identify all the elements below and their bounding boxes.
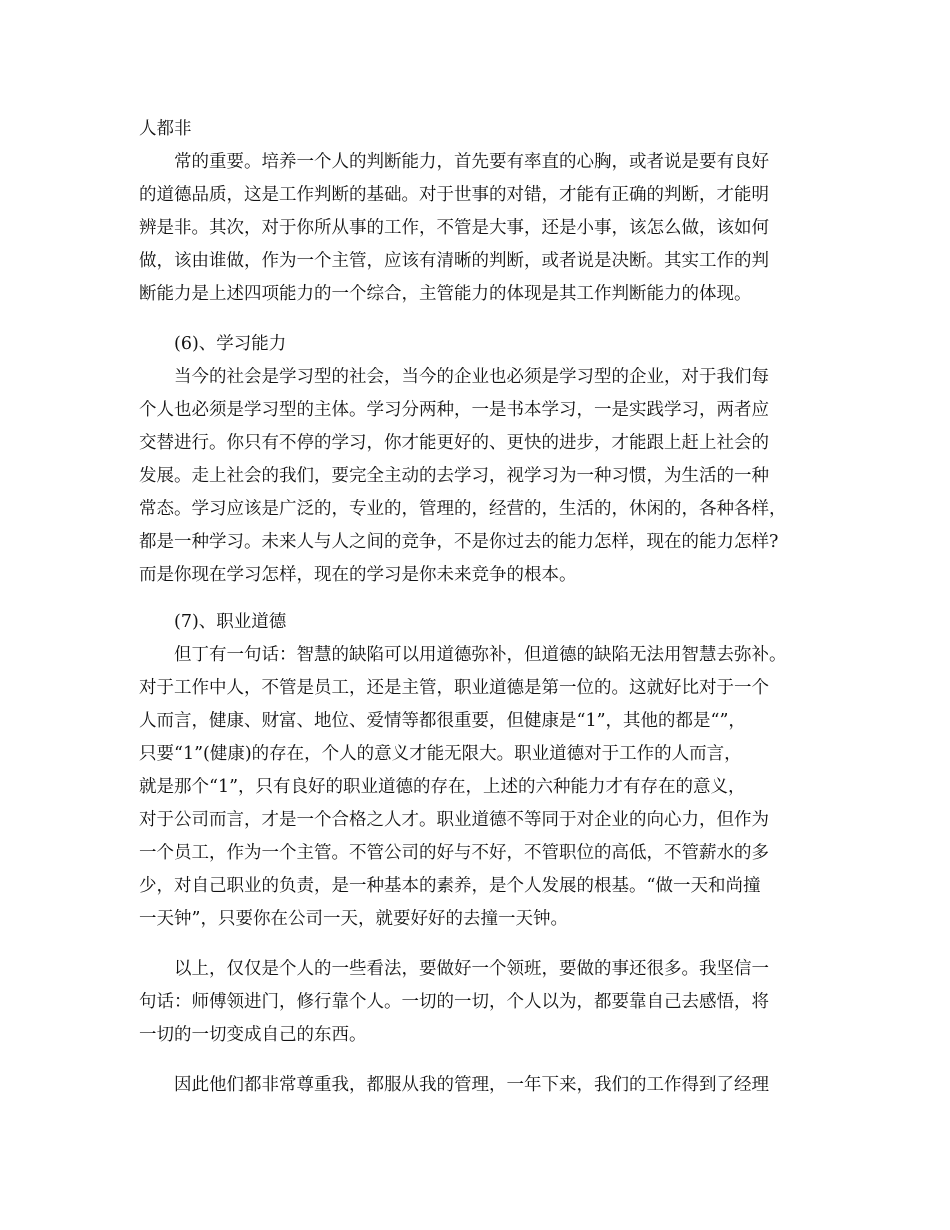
paragraph-line: 断能力是上述四项能力的一个综合，主管能力的体现是其工作判断能力的体现。 bbox=[139, 284, 752, 304]
paragraph-line: 做，该由谁做，作为一个主管，应该有清晰的判断，或者说是决断。其实工作的判 bbox=[139, 251, 769, 271]
paragraph-line: 人而言，健康、财富、地位、爱情等都很重要，但健康是“1”，其他的都是“”， bbox=[139, 711, 746, 731]
paragraph-line: 发展。走上社会的我们，要完全主动的去学习，视学习为一种习惯，为生活的一种 bbox=[139, 466, 769, 486]
paragraph-line: 因此他们都非常尊重我，都服从我的管理，一年下来，我们的工作得到了经理 bbox=[174, 1075, 769, 1095]
paragraph-line: 对于公司而言，才是一个合格之人才。职业道德不等同于对企业的向心力，但作为 bbox=[139, 810, 769, 830]
paragraph-line: 交替进行。你只有不停的学习，你才能更好的、更快的进步，才能跟上赶上社会的 bbox=[139, 433, 769, 453]
section-heading: (7)、职业道德 bbox=[174, 612, 287, 632]
paragraph-line: 的道德品质，这是工作判断的基础。对于世事的对错，才能有正确的判断，才能明 bbox=[139, 185, 769, 205]
section-heading: (6)、学习能力 bbox=[174, 334, 287, 354]
paragraph-line: 一天钟”，只要你在公司一天，就要好好的去撞一天钟。 bbox=[139, 909, 568, 929]
text-line: 人都非 bbox=[139, 119, 192, 139]
paragraph-line: 一切的一切变成自己的东西。 bbox=[139, 1025, 367, 1045]
paragraph-line: 只要“1”(健康)的存在，个人的意义才能无限大。职业道德对于工作的人而言， bbox=[139, 744, 742, 764]
paragraph-line: 辨是非。其次，对于你所从事的工作，不管是大事，还是小事，该怎么做，该如何 bbox=[139, 218, 769, 238]
paragraph-line: 句话：师傅领进门，修行靠个人。一切的一切，个人以为，都要靠自己去感悟，将 bbox=[139, 992, 769, 1012]
paragraph-line: 一个员工，作为一个主管。不管公司的好与不好，不管职位的高低，不管薪水的多 bbox=[139, 843, 769, 863]
paragraph-line: 就是那个“1”，只有良好的职业道德的存在，上述的六种能力才有存在的意义， bbox=[139, 777, 746, 797]
paragraph-line: 当今的社会是学习型的社会，当今的企业也必须是学习型的企业，对于我们每 bbox=[174, 367, 769, 387]
paragraph-line: 但丁有一句话：智慧的缺陷可以用道德弥补，但道德的缺陷无法用智慧去弥补。 bbox=[174, 645, 787, 665]
paragraph-line: 以上，仅仅是个人的一些看法，要做好一个领班，要做的事还很多。我坚信一 bbox=[174, 959, 769, 979]
paragraph-line: 都是一种学习。未来人与人之间的竞争，不是你过去的能力怎样，现在的能力怎样? bbox=[139, 532, 779, 552]
paragraph-line: 常的重要。培养一个人的判断能力，首先要有率直的心胸，或者说是要有良好 bbox=[174, 152, 769, 172]
paragraph-line: 对于工作中人，不管是员工，还是主管，职业道德是第一位的。这就好比对于一个 bbox=[139, 678, 769, 698]
paragraph-line: 个人也必须是学习型的主体。学习分两种，一是书本学习，一是实践学习，两者应 bbox=[139, 400, 769, 420]
paragraph-line: 少，对自己职业的负责，是一种基本的素养，是个人发展的根基。“做一天和尚撞 bbox=[139, 876, 761, 896]
paragraph-line: 常态。学习应该是广泛的，专业的，管理的，经营的，生活的，休闲的，各种各样， bbox=[139, 499, 787, 519]
paragraph-line: 而是你现在学习怎样，现在的学习是你未来竞争的根本。 bbox=[139, 565, 577, 585]
